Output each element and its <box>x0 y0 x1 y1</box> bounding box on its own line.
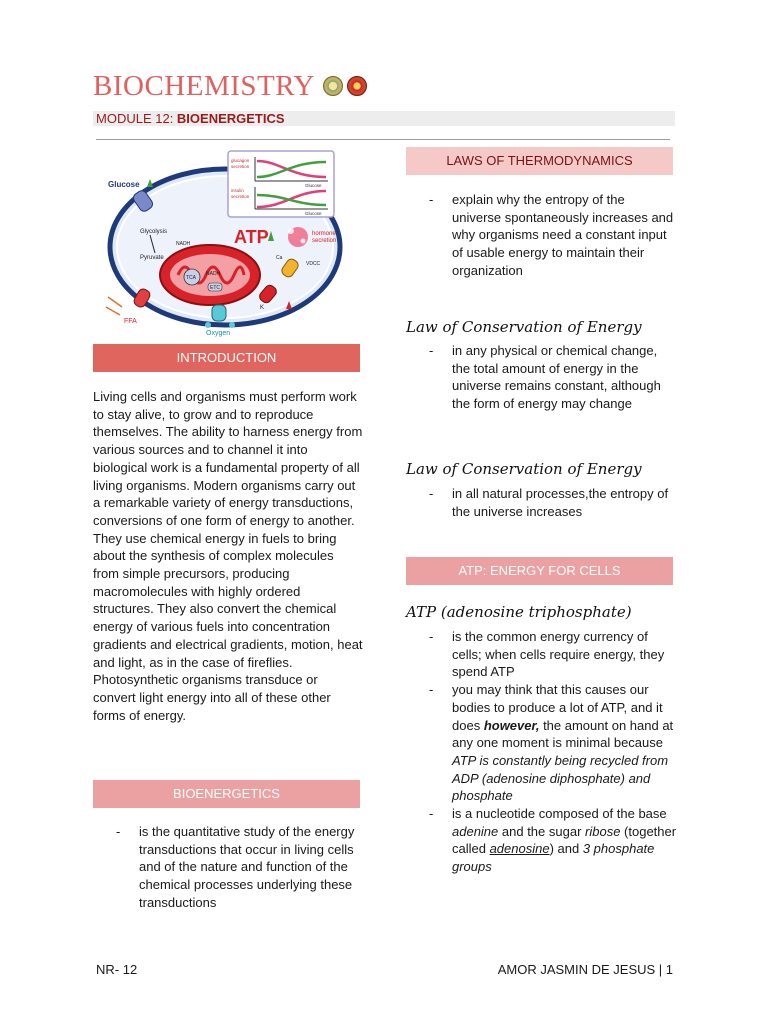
law1-title: Law of Conservation of Energy <box>406 318 642 336</box>
bioenergetics-header: BIOENERGETICS <box>93 780 360 808</box>
diagram-label-glucagon-secretion: secretion <box>231 164 250 169</box>
law2-list <box>406 485 676 520</box>
atp-bullet-1: is the common energy currency of cells; when cells require energy, they spend ATP <box>452 629 665 680</box>
header-divider <box>96 139 670 140</box>
law2-title: Law of Conservation of Energy <box>406 460 642 478</box>
list-item <box>406 805 678 876</box>
introduction-header: INTRODUCTION <box>93 344 360 372</box>
diagram-label-insulin-secretion: secretion <box>231 194 250 199</box>
diagram-label-glucagon: glucagon <box>231 158 250 163</box>
laws-description: explain why the entropy of the universe spontaneously increases and why organisms need a constant input of usable energy to maintain their organization <box>452 192 674 278</box>
document-title: BIOCHEMISTRY <box>93 70 315 102</box>
atp-b3-part1: is a nucleotide composed of the base <box>452 806 667 822</box>
diagram-label-ca: Ca <box>276 255 283 261</box>
atp-b2-italic: ATP is constantly being recycled from ADP (adenosine diphosphate) and phosphate <box>452 752 669 804</box>
diagram-label-tca: TCA <box>186 275 196 281</box>
diagram-label-atp: ATP <box>234 227 269 247</box>
law1-description: in any physical or chemical change, the total amount of energy in the universe remains constant, although the form of energy may change <box>452 343 661 412</box>
diagram-label-pyruvate: Pyruvate <box>140 255 164 261</box>
diagram-label-nadh: NADH <box>176 241 191 247</box>
introduction-paragraph: Living cells and organisms must perform work to stay alive, to grow and to reproduce themselves. The ability to harness energy from various sources and to channel it into biological work is a fundamental property of all living organisms. Modern organisms carry out a remarkable variety of energy transductions, conversions of one form of energy to another. They use chemical energy in fuels to bring about the synthesis of complex molecules from simple precursors, producing macromolecules with highly ordered structures. They also convert the chemical energy of various fuels into concentration gradients and electrical gradients, motion, heat and light, as in the case of fireflies. Photosynthetic organisms transduce or convert light energy into all of these other forms of energy. <box>93 389 363 723</box>
list-dash: - <box>429 486 434 501</box>
diagram-label-katp: K <box>260 305 265 311</box>
laws-list <box>406 191 676 280</box>
atp-bullet-2 <box>452 682 673 803</box>
diagram-label-glycolysis: Glycolysis <box>140 229 168 235</box>
list-item <box>406 681 678 805</box>
list-dash: - <box>429 682 434 698</box>
college-seal-logo <box>347 76 367 96</box>
diagram-label-oxygen: Oxygen <box>206 330 231 337</box>
diagram-label-secretion: secretion <box>312 238 337 244</box>
list-item <box>406 628 678 681</box>
atp-b2-emphasis: however, <box>483 717 540 733</box>
list-dash: - <box>429 806 434 822</box>
list-item <box>406 485 676 520</box>
list-dash: - <box>116 824 121 839</box>
diagram-label-insulin: insulin <box>231 188 244 193</box>
list-dash: - <box>429 343 434 358</box>
beta-cell-metabolism-diagram <box>100 147 360 339</box>
list-item <box>93 823 363 912</box>
atp-b3-part4: ) and <box>549 841 583 857</box>
atp-title: ATP (adenosine triphosphate) <box>406 603 632 621</box>
diagram-axis-glucose-bottom: Glucose <box>305 211 322 216</box>
bioenergetics-definition: is the quantitative study of the energy transductions that occur in living cells and of the nature and function of the chemical processes underlying these transductions <box>139 824 355 910</box>
atp-b3-adenine: adenine <box>452 823 499 839</box>
list-item <box>406 191 676 280</box>
list-dash: - <box>429 192 434 207</box>
diagram-label-vdcc: VDCC <box>306 261 321 267</box>
atp-b3-part2: and the sugar <box>498 823 586 839</box>
atp-b2-part1: you may think that this causes our bodies to produce a lot of ATP, and it does <box>452 682 663 733</box>
module-prefix: MODULE 12: <box>96 111 177 126</box>
atp-b3-ribose: ribose <box>585 823 621 839</box>
footer-code: NR- 12 <box>96 962 138 977</box>
diagram-label-nadh-mito: NADH <box>206 271 221 277</box>
law1-list <box>406 342 676 413</box>
module-name: BIOENERGETICS <box>176 111 285 126</box>
law2-description: in all natural processes,the entropy of the universe increases <box>452 486 669 519</box>
atp-b2-part2: the amount on hand at any one moment is minimal because <box>452 717 674 751</box>
atp-energy-header: ATP: ENERGY FOR CELLS <box>406 557 673 585</box>
list-item <box>406 342 676 413</box>
diagram-label-etc: ETC <box>210 285 220 291</box>
atp-list <box>406 628 678 876</box>
diagram-label-hormone: hormone <box>312 231 336 237</box>
university-seal-logo <box>323 76 343 96</box>
diagram-label-ffa: FFA <box>124 318 137 325</box>
diagram-axis-glucose-top: Glucose <box>305 183 322 188</box>
atp-b3-phosphate: 3 phosphate groups <box>452 841 655 875</box>
atp-bullet-3 <box>452 806 676 874</box>
module-bar <box>93 111 675 126</box>
footer-author-page: AMOR JASMIN DE JESUS | 1 <box>497 962 673 977</box>
list-dash: - <box>429 629 434 644</box>
diagram-label-glucose: Glucose <box>108 180 140 189</box>
atp-b3-part3: (together called <box>452 823 677 857</box>
bioenergetics-list <box>93 823 363 912</box>
atp-b3-adenosine: adenosine <box>489 841 550 857</box>
laws-of-thermodynamics-header: LAWS OF THERMODYNAMICS <box>406 147 673 175</box>
